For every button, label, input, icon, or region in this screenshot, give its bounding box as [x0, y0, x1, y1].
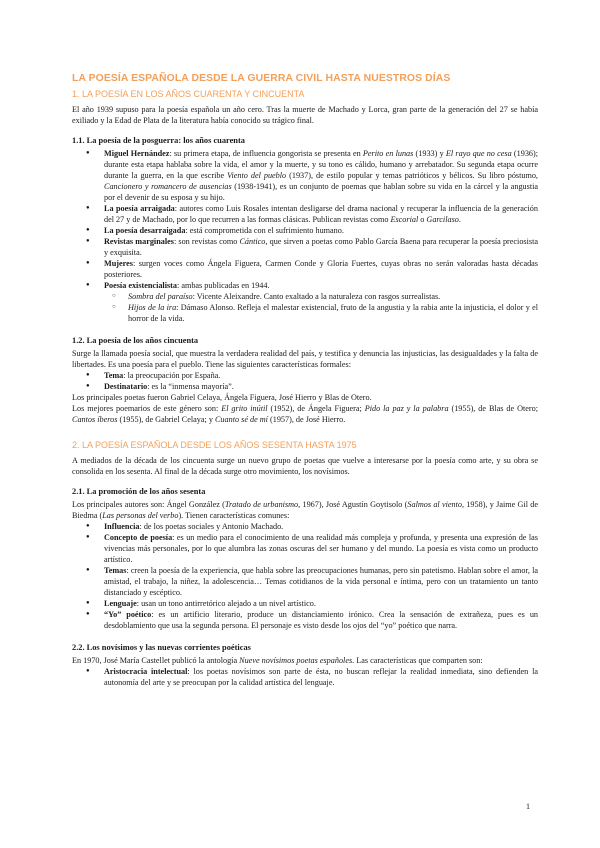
section-heading-1: 1. LA POESÍA EN LOS AÑOS CUARENTA Y CINCUENTA — [72, 89, 305, 99]
list-item: ● Lenguaje: usan un tono antirretórico alejado a un nivel artístico. — [72, 598, 538, 609]
subsection-heading-2-1: 2.1. La promoción de los años sesenta — [72, 487, 206, 496]
page-number: 1 — [526, 802, 530, 811]
list-item: ○ Sombra del paraíso: Vicente Aleixandre. Canto exaltado a la naturaleza con rasgos surrealistas. — [72, 291, 538, 302]
subsection-heading-1-1: 1.1. La poesía de la posguerra: los años cuarenta — [72, 136, 245, 145]
paragraph: Los principales poetas fueron Gabriel Celaya, Ángela Figuera, José Hierro y Blas de Otero. — [72, 393, 372, 402]
bullet-list-1-1 — [72, 148, 538, 324]
list-item: ● Temas: creen la poesía de la experiencia, que habla sobre las preocupaciones humanas, pero sin patetismo. Hablan sobre el amor, la amistad, el trabajo, la niñez, la adolescencia… Temas cotidianos de la vida personal e íntima, pero con un tratamiento un tanto distanciado y escéptico. — [72, 565, 538, 598]
list-item: ● Poesía existencialista: ambas publicadas en 1944. ○ Sombra del paraíso: Vicente Aleixandre. Canto exaltado a la naturaleza con rasgos surrealistas. ○ Hijos de la ira: Dámaso Alonso. Refleja el malestar existencial, fruto de la angustia y la rabia ante la injusticia, el dolor y el horror de la vida. — [72, 280, 538, 324]
list-item: ● Destinatario: es la “inmensa mayoría”. — [72, 381, 538, 392]
list-item: ● La poesía desarraigada: está comprometida con el sufrimiento humano. — [72, 225, 538, 236]
list-item: ● Revistas marginales: son revistas como Cántico, que sirven a poetas como Pablo García Baena para recuperar la poesía preciosista y exquisita. — [72, 236, 538, 258]
section-heading-2: 2. LA POESÍA ESPAÑOLA DESDE LOS AÑOS SESENTA HASTA 1975 — [72, 440, 357, 450]
bullet-list-1-2 — [72, 370, 538, 392]
list-item: ● Aristocracia intelectual: los poetas novísimos son parte de ésta, no buscan reflejar la realidad inmediata, sino defienden la autonomía del arte y se preocupan por la calidad artística del lenguaje. — [72, 666, 538, 688]
list-item: ● Mujeres: surgen voces como Ángela Figuera, Carmen Conde y Gloria Fuertes, cuyas obras no serán valoradas hasta décadas posteriores. — [72, 258, 538, 280]
paragraph: Los principales autores son: Ángel González (Tratado de urbanismo, 1967), José Agustín Goytisolo (Salmos al viento, 1958), y Jaime Gil de Biedma (Las personas del verbo). Tienen características comunes: — [72, 500, 539, 520]
list-item: ● “Yo” poético: es un artificio literario, produce un distanciamiento irónico. Crea la sensación de extrañeza, pues es un desdoblamiento que usa la segunda persona. El personaje es visto desde los ojos del “yo” poético que narra. — [72, 609, 538, 631]
list-item: ● La poesía arraigada: autores como Luis Rosales intentan desligarse del drama nacional y recuperar la influencia de la generación del 27 y de Machado, por lo que recurren a las formas clásicas. Publican revistas como Escorial o Garcilaso. — [72, 203, 538, 225]
paragraph: En 1970, José María Castellet publicó la antología Nueve novísimos poetas españoles. Las características que comparten son: — [72, 656, 483, 665]
subsection-heading-1-2: 1.2. La poesía de los años cincuenta — [72, 336, 199, 345]
section-2-intro: A mediados de la década de los cincuenta surge un nuevo grupo de poetas que vuelve a interesarse por la poesía como arte, y su obra se consolida en los sesenta. Al final de la década surge otro movimiento, los novísimos. — [72, 456, 538, 476]
bullet-list-2-1 — [72, 521, 538, 631]
list-item: ● Influencia: de los poetas sociales y Antonio Machado. — [72, 521, 538, 532]
document-title: LA POESÍA ESPAÑOLA DESDE LA GUERRA CIVIL HASTA NUESTROS DÍAS — [72, 73, 451, 84]
bullet-list-2-2 — [72, 666, 538, 688]
sub-bullet-list — [104, 291, 538, 324]
section-1-intro: El año 1939 supuso para la poesía española un año cero. Tras la muerte de Machado y Lorca, gran parte de la generación del 27 se había exiliado y la Edad de Plata de la literatura había conocido su trágico final. — [72, 105, 538, 125]
subsection-heading-2-2: 2.2. Los novísimos y las nuevas corrientes poéticas — [72, 643, 251, 652]
list-item: ● Miguel Hernández: su primera etapa, de influencia gongorista se presenta en Perito en lunas (1933) y El rayo que no cesa (1936); durante esta etapa hablaba sobre la vida, el amor y la muerte, y su tono es cálido, humano y arrebatador. Su segunda etapa ocurre durante la guerra, en la que escribe Viento del pueblo (1937), de estilo popular y temas patrióticos y bélicos. Su libro póstumo, Cancionero y romancero de ausencias (1938-1941), es un conjunto de poemas que hablan sobre su vida en la cárcel y la angustia por el devenir de su esposa y su hijo. — [72, 148, 538, 203]
list-item: ● Tema: la preocupación por España. — [72, 370, 538, 381]
list-item: ○ Hijos de la ira: Dámaso Alonso. Refleja el malestar existencial, fruto de la angustia y la rabia ante la injusticia, el dolor y el horror de la vida. — [72, 302, 538, 324]
paragraph: Surge la llamada poesía social, que muestra la verdadera realidad del país, y testifica y denuncia las injusticias, las desigualdades y la falta de libertades. Es una poesía para el pueblo. Tiene las siguientes características formales: — [72, 349, 538, 369]
paragraph: Los mejores poemarios de este género son: El grito inútil (1952), de Ángela Figuera; Pido la paz y la palabra (1955), de Blas de Otero; Cantos íberos (1955), de Gabriel Celaya; y Cuanto sé de mí (1957), de José Hierro. — [72, 404, 539, 424]
list-item: ● Concepto de poesía: es un medio para el conocimiento de una realidad más compleja y profunda, y presenta una expresión de las vivencias más personales, por lo que alumbra las zonas oscuras del ser humano y del mundo. La poesía es vista como un producto artístico. — [72, 532, 538, 565]
